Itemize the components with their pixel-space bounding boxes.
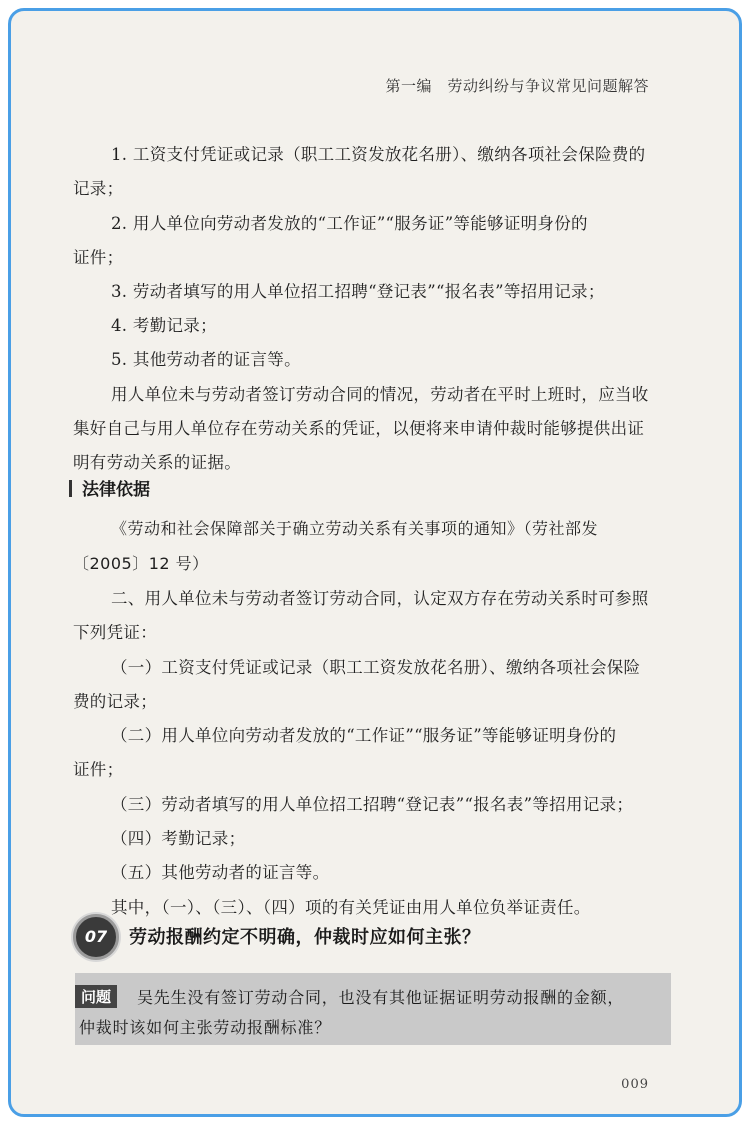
book-page: [8, 8, 742, 1117]
legal-basis-heading: [69, 475, 150, 500]
clause-2: （二）用人单位向劳动者发放的“工作证”“服务证”等能够证明身份的: [111, 726, 617, 745]
page-number: 009: [621, 1077, 649, 1092]
list-item-4: 4. 考勤记录；: [111, 316, 217, 335]
list-item-2: 2. 用人单位向劳动者发放的“工作证”“服务证”等能够证明身份的: [111, 214, 588, 233]
legal-intro-line-1: 二、用人单位未与劳动者签订劳动合同，认定双方存在劳动关系时可参照: [111, 589, 649, 608]
question-text-line-1: 吴先生没有签订劳动合同，也没有其他证据证明劳动报酬的金额，: [137, 988, 625, 1007]
list-item-1: 1. 工资支付凭证或记录（职工工资发放花名册）、缴纳各项社会保险费的: [111, 145, 646, 164]
advice-line-2: 集好自己与用人单位存在劳动关系的凭证，以便将来申请仲裁时能够提供出证: [73, 419, 645, 438]
list-item-1-cont: 记录；: [73, 179, 124, 198]
question-label: 问题: [75, 985, 117, 1008]
legal-source-line-2: 〔2005〕12 号）: [73, 554, 209, 573]
question-text-line-2: 仲裁时该如何主张劳动报酬标准？: [79, 1018, 332, 1037]
clause-3: （三）劳动者填写的用人单位招工招聘“登记表”“报名表”等招用记录；: [111, 795, 634, 814]
clause-5: （五）其他劳动者的证言等。: [111, 863, 330, 882]
clause-4: （四）考勤记录；: [111, 829, 246, 848]
clause-1: （一）工资支付凭证或记录（职工工资发放花名册）、缴纳各项社会保险: [111, 658, 641, 677]
clause-2-cont: 证件；: [73, 760, 124, 779]
heading-bar: [69, 480, 72, 497]
legal-source-line-1: 《劳动和社会保障部关于确立劳动关系有关事项的通知》（劳社部发: [111, 519, 599, 538]
question-box: [75, 973, 671, 1045]
list-item-2-cont: 证件；: [73, 248, 124, 267]
question-number-badge: 07: [73, 914, 119, 960]
advice-line-1: 用人单位未与劳动者签订劳动合同的情况，劳动者在平时上班时，应当收: [111, 385, 649, 404]
running-header: 第一编 劳动纠纷与争议常见问题解答: [385, 77, 649, 95]
question-title: 劳动报酬约定不明确，仲裁时应如何主张？: [129, 927, 481, 948]
list-item-5: 5. 其他劳动者的证言等。: [111, 350, 301, 369]
legal-intro-line-2: 下列凭证：: [73, 623, 157, 642]
advice-line-3: 明有劳动关系的证据。: [73, 453, 241, 472]
list-item-3: 3. 劳动者填写的用人单位招工招聘“登记表”“报名表”等招用记录；: [111, 282, 605, 301]
legal-basis-heading-text: 法律依据: [82, 480, 150, 500]
clause-1-cont: 费的记录；: [73, 692, 157, 711]
burden-of-proof: 其中，（一）、（三）、（四）项的有关凭证由用人单位负举证责任。: [111, 898, 591, 917]
